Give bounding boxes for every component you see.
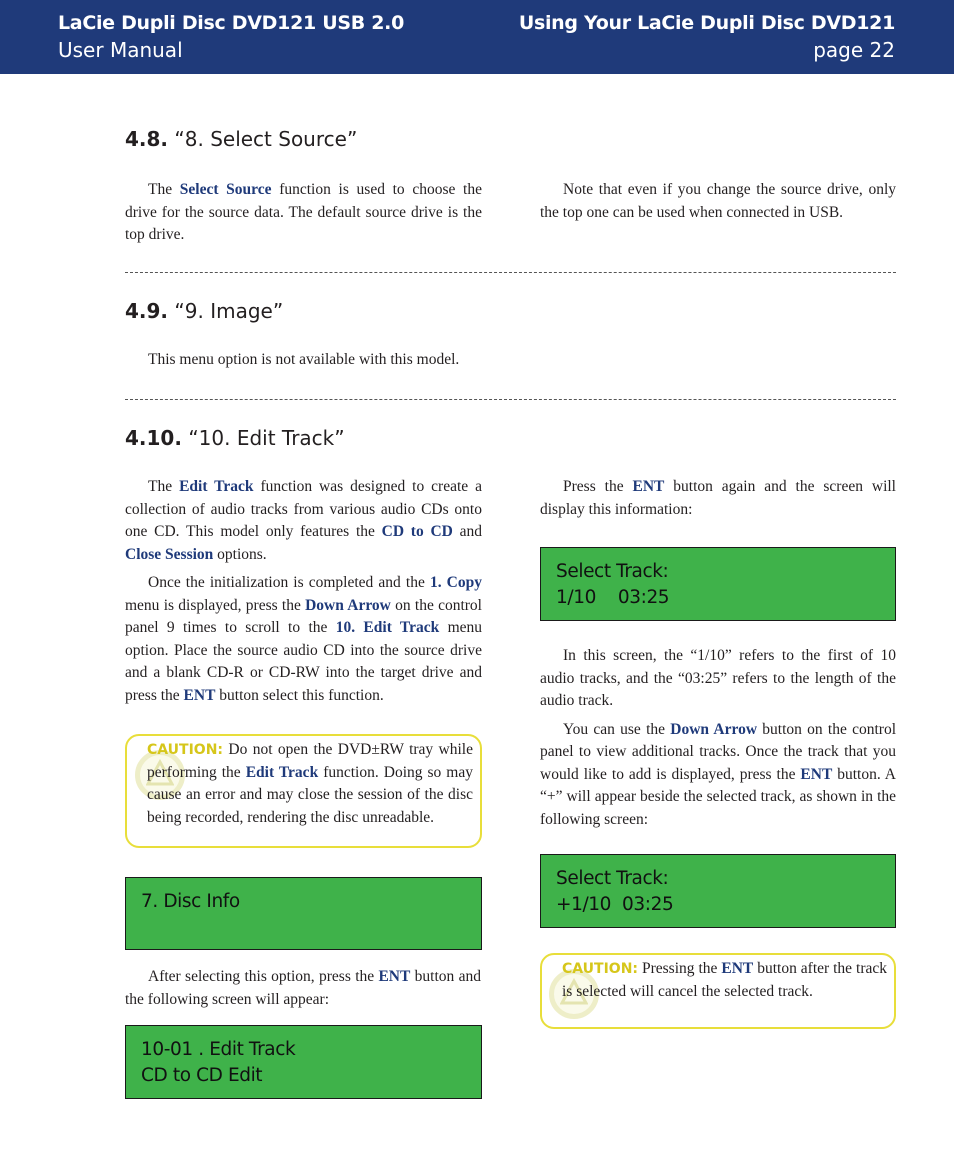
lcd-line-1: 10-01 . Edit Track [141, 1039, 296, 1060]
keyword: Select Source [179, 181, 272, 198]
keyword: ENT [800, 765, 833, 783]
s410-left-column [125, 476, 482, 713]
section-number: 4.8. [125, 127, 169, 151]
text-run: menu option. Place the source audio CD into the source drive and a blank CD-R or CD-RW into the target drive and press the [125, 619, 483, 704]
text-run: Press the [563, 478, 633, 495]
text-run: Once the initialization is completed and the [148, 574, 430, 591]
s48-right-column [540, 179, 896, 230]
manual-subtitle: User Manual [58, 38, 183, 62]
keyword: ENT [183, 686, 216, 704]
text-run: This menu option is not available with this model. [148, 351, 460, 368]
paragraph [540, 645, 896, 713]
lcd-line-1: Select Track: [556, 868, 669, 889]
paragraph [125, 179, 482, 247]
lcd-screen-select-track-2 [540, 854, 896, 928]
section-title: “8. Select Source” [174, 127, 358, 151]
paragraph [125, 966, 481, 1011]
text-run: function is used to choose the drive for the source data. The default source drive is the top drive. [125, 181, 482, 243]
text-run: In this screen, the “1/10” refers to the first of 10 audio tracks, and the “03:25” refers to the length of the audio track. [540, 647, 896, 709]
section-number: 4.9. [125, 299, 169, 323]
text-run: The [148, 478, 180, 495]
section-title: “9. Image” [174, 299, 284, 323]
keyword: Down Arrow [670, 720, 758, 738]
caution-label: CAUTION: [562, 961, 639, 977]
paragraph [125, 476, 482, 566]
lcd-line-2: 1/10 03:25 [556, 587, 670, 608]
text-run: and [452, 523, 482, 540]
paragraph [540, 476, 896, 521]
text-run: Pressing the [638, 960, 722, 977]
lcd-line-1: 7. Disc Info [141, 891, 240, 912]
keyword: Down Arrow [305, 596, 391, 614]
caution-text [562, 958, 887, 1003]
lcd-screen-edit-track [125, 1025, 482, 1099]
caution-box [125, 734, 482, 848]
text-run: Do not open the DVD±RW tray while performing the [147, 741, 473, 781]
s410-right-column [540, 476, 896, 527]
text-run: The [148, 181, 180, 198]
section-title: “10. Edit Track” [188, 426, 345, 450]
section-heading-4-10 [125, 426, 345, 450]
keyword: ENT [721, 960, 754, 977]
chapter-title: Using Your LaCie Dupli Disc DVD121 [518, 12, 895, 34]
text-run: button after the track is selected will cancel the selected track. [562, 960, 887, 1000]
s48-left-column [125, 179, 482, 253]
caution-text [147, 739, 473, 829]
lcd-line-1: Select Track: [556, 561, 669, 582]
text-run: Note that even if you change the source drive, only the top one can be used when connected in USB. [540, 181, 896, 221]
section-divider [125, 272, 896, 273]
text-run: button on the control panel to view additional tracks. Once the track that you would like to add is displayed, press the [540, 720, 897, 783]
lcd-screen-disc-info [125, 877, 482, 950]
text-run: button again and the screen will display this information: [540, 478, 896, 518]
paragraph [125, 572, 482, 707]
section-number: 4.10. [125, 426, 182, 450]
text-run: You can use the [563, 720, 671, 738]
section-heading-4-8 [125, 127, 357, 151]
caution-box [540, 953, 896, 1029]
lcd-line-2: +1/10 03:25 [556, 894, 674, 915]
section-heading-4-9 [125, 299, 283, 323]
paragraph [540, 179, 896, 224]
s49-column [125, 349, 525, 378]
paragraph [540, 719, 896, 832]
caution-label: CAUTION: [147, 742, 224, 758]
text-run: button select this function. [215, 686, 384, 704]
text-run: function was designed to create a collection of audio tracks from various audio CDs onto one CD. This model only features the [125, 478, 482, 540]
text-run: button and the following screen will appear: [125, 968, 482, 1008]
text-run: options. [213, 545, 267, 563]
keyword: Edit Track [245, 763, 319, 781]
section-divider [125, 399, 896, 400]
s410-right-column-2 [540, 645, 896, 837]
text-run: button. A “+” will appear beside the selected track, as shown in the following screen: [540, 765, 896, 828]
manual-product-title: LaCie Dupli Disc DVD121 USB 2.0 [58, 12, 404, 34]
lcd-line-2: CD to CD Edit [141, 1065, 263, 1086]
text-run: on the control panel 9 times to scroll to the [125, 596, 482, 636]
page-number: page 22 [813, 38, 895, 62]
text-run: After selecting this option, press the [148, 968, 379, 985]
text-run: function. Doing so may cause an error and may close the session of the disc being recorded, rendering the disc unreadable. [147, 763, 473, 826]
keyword: ENT [632, 478, 665, 495]
page-header [0, 0, 954, 74]
keyword: 1. Copy [429, 574, 482, 591]
keyword: Edit Track [179, 478, 254, 495]
keyword: 10. Edit Track [335, 619, 440, 636]
keyword: Close Session [125, 545, 214, 563]
s410-left-column-after [125, 966, 481, 1017]
lcd-screen-select-track-1 [540, 547, 896, 621]
paragraph [125, 349, 525, 372]
keyword: ENT [378, 968, 411, 985]
keyword: CD to CD [381, 523, 453, 540]
text-run: menu is displayed, press the [125, 596, 306, 614]
